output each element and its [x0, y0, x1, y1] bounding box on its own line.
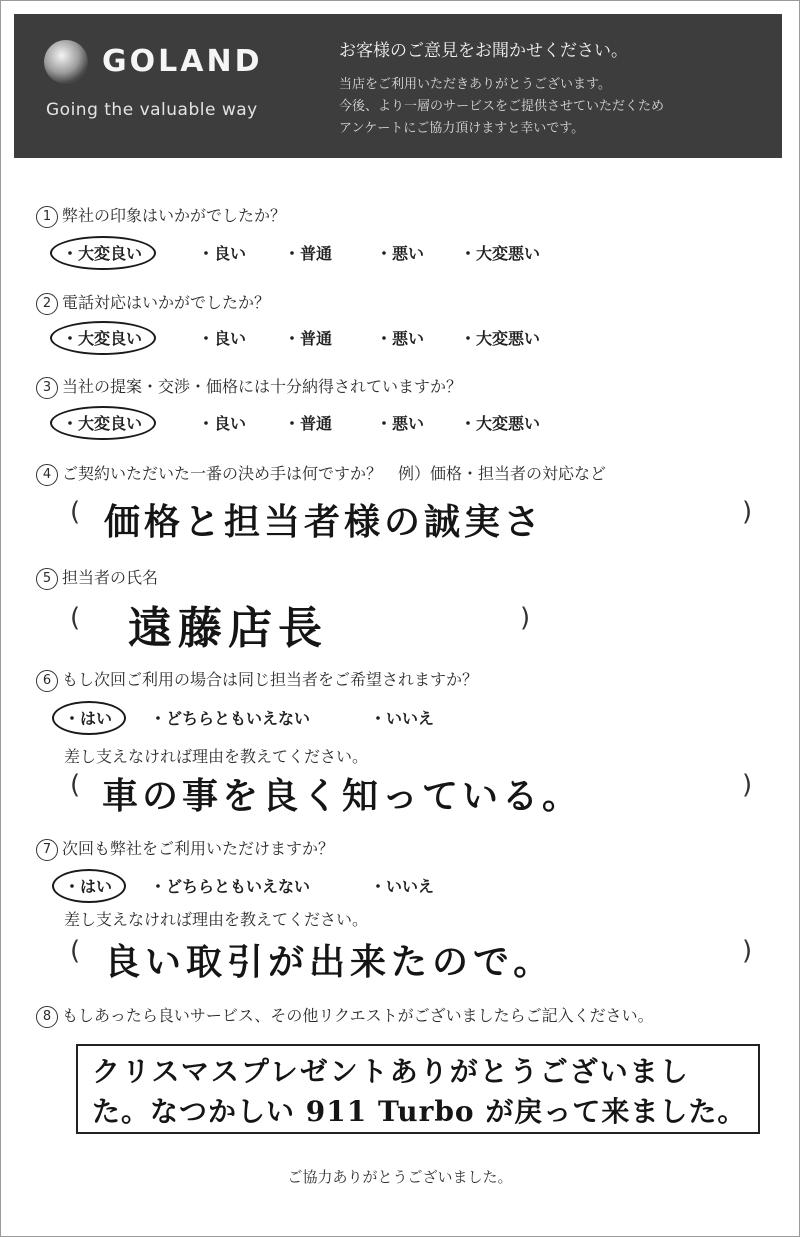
question-3: [36, 374, 462, 399]
option[interactable]: ・良い: [198, 244, 247, 263]
option[interactable]: ・普通: [284, 329, 333, 348]
question-number: 4: [36, 464, 58, 486]
paren-close: ): [520, 603, 531, 633]
question-text: ご契約いただいた一番の決め手は何ですか？ 例）価格・担当者の対応など: [62, 464, 607, 483]
option[interactable]: ・悪い: [376, 329, 425, 348]
logo-icon: [44, 40, 88, 84]
option[interactable]: ・どちらともいえない: [150, 877, 311, 896]
question-8: [36, 1003, 654, 1028]
option-selected[interactable]: ・大変良い: [50, 236, 156, 270]
answer-8-line: クリスマスプレゼントありがとうございまし: [92, 1055, 690, 1088]
survey-title: お客様のご意見をお聞かせください。: [339, 41, 628, 61]
option[interactable]: ・良い: [198, 414, 247, 433]
option-selected[interactable]: ・大変良い: [50, 406, 156, 440]
brand-name: GOLAND: [102, 44, 263, 79]
paren-close: ): [742, 936, 753, 966]
option[interactable]: ・悪い: [376, 244, 425, 263]
reason-prompt: 差し支えなければ理由を教えてください。: [64, 910, 369, 929]
question-number: 8: [36, 1006, 58, 1028]
option[interactable]: ・悪い: [376, 414, 425, 433]
question-text: 次回も弊社をご利用いただけますか？: [62, 839, 335, 858]
option-selected[interactable]: ・はい: [52, 701, 126, 735]
option[interactable]: ・普通: [284, 244, 333, 263]
question-7: [36, 836, 334, 861]
question-text: 弊社の印象はいかがでしたか？: [62, 206, 287, 225]
answer-6-handwritten: 車の事を良く知っている。: [102, 775, 583, 817]
question-6: [36, 667, 478, 692]
question-4: [36, 461, 606, 486]
paren-open: (: [70, 497, 81, 527]
intro-line: 当店をご利用いただきありがとうございます。: [339, 77, 611, 92]
thank-you-footer: ご協力ありがとうございました。: [287, 1168, 513, 1186]
option-selected[interactable]: ・はい: [52, 869, 126, 903]
option-selected[interactable]: ・大変良い: [50, 321, 156, 355]
option[interactable]: ・大変悪い: [460, 414, 541, 433]
answer-7-handwritten: 良い取引が出来たので。: [104, 941, 555, 983]
option[interactable]: ・いいえ: [370, 709, 435, 728]
option[interactable]: ・普通: [284, 414, 333, 433]
survey-intro: [339, 74, 769, 140]
question-text: 担当者の氏名: [62, 568, 159, 587]
paren-close: ): [742, 497, 753, 527]
question-number: 7: [36, 839, 58, 861]
question-number: 1: [36, 206, 58, 228]
intro-line: アンケートにご協力頂けますと幸いです。: [339, 121, 585, 136]
intro-line: 今後、より一層のサービスをご提供させていただくため: [339, 99, 665, 114]
option[interactable]: ・良い: [198, 329, 247, 348]
paren-close: ): [742, 770, 753, 800]
option[interactable]: ・大変悪い: [460, 244, 541, 263]
paren-open: (: [70, 770, 81, 800]
answer-5-handwritten: 遠藤店長: [128, 603, 328, 654]
question-text: 電話対応はいかがでしたか？: [62, 293, 271, 312]
answer-4-handwritten: 価格と担当者様の誠実さ: [104, 501, 545, 543]
request-box[interactable]: [76, 1044, 760, 1134]
header-banner: [14, 14, 782, 158]
question-5: [36, 565, 158, 590]
question-number: 3: [36, 377, 58, 399]
paren-open: (: [70, 936, 81, 966]
option[interactable]: ・いいえ: [370, 877, 435, 896]
question-number: 6: [36, 670, 58, 692]
paren-open: (: [70, 603, 81, 633]
question-number: 5: [36, 568, 58, 590]
question-2: [36, 290, 270, 315]
reason-prompt: 差し支えなければ理由を教えてください。: [64, 747, 369, 766]
question-1: [36, 203, 286, 228]
question-number: 2: [36, 293, 58, 315]
question-text: もしあったら良いサービス、その他リクエストがございましたらご記入ください。: [62, 1006, 654, 1025]
brand-tagline: Going the valuable way: [46, 100, 258, 120]
answer-8-line: た。なつかしい 911 Turbo が戻って来ました。: [92, 1095, 747, 1128]
option[interactable]: ・どちらともいえない: [150, 709, 311, 728]
question-text: もし次回ご利用の場合は同じ担当者をご希望されますか？: [62, 670, 479, 689]
question-text: 当社の提案・交渉・価格には十分納得されていますか？: [62, 377, 463, 396]
option[interactable]: ・大変悪い: [460, 329, 541, 348]
